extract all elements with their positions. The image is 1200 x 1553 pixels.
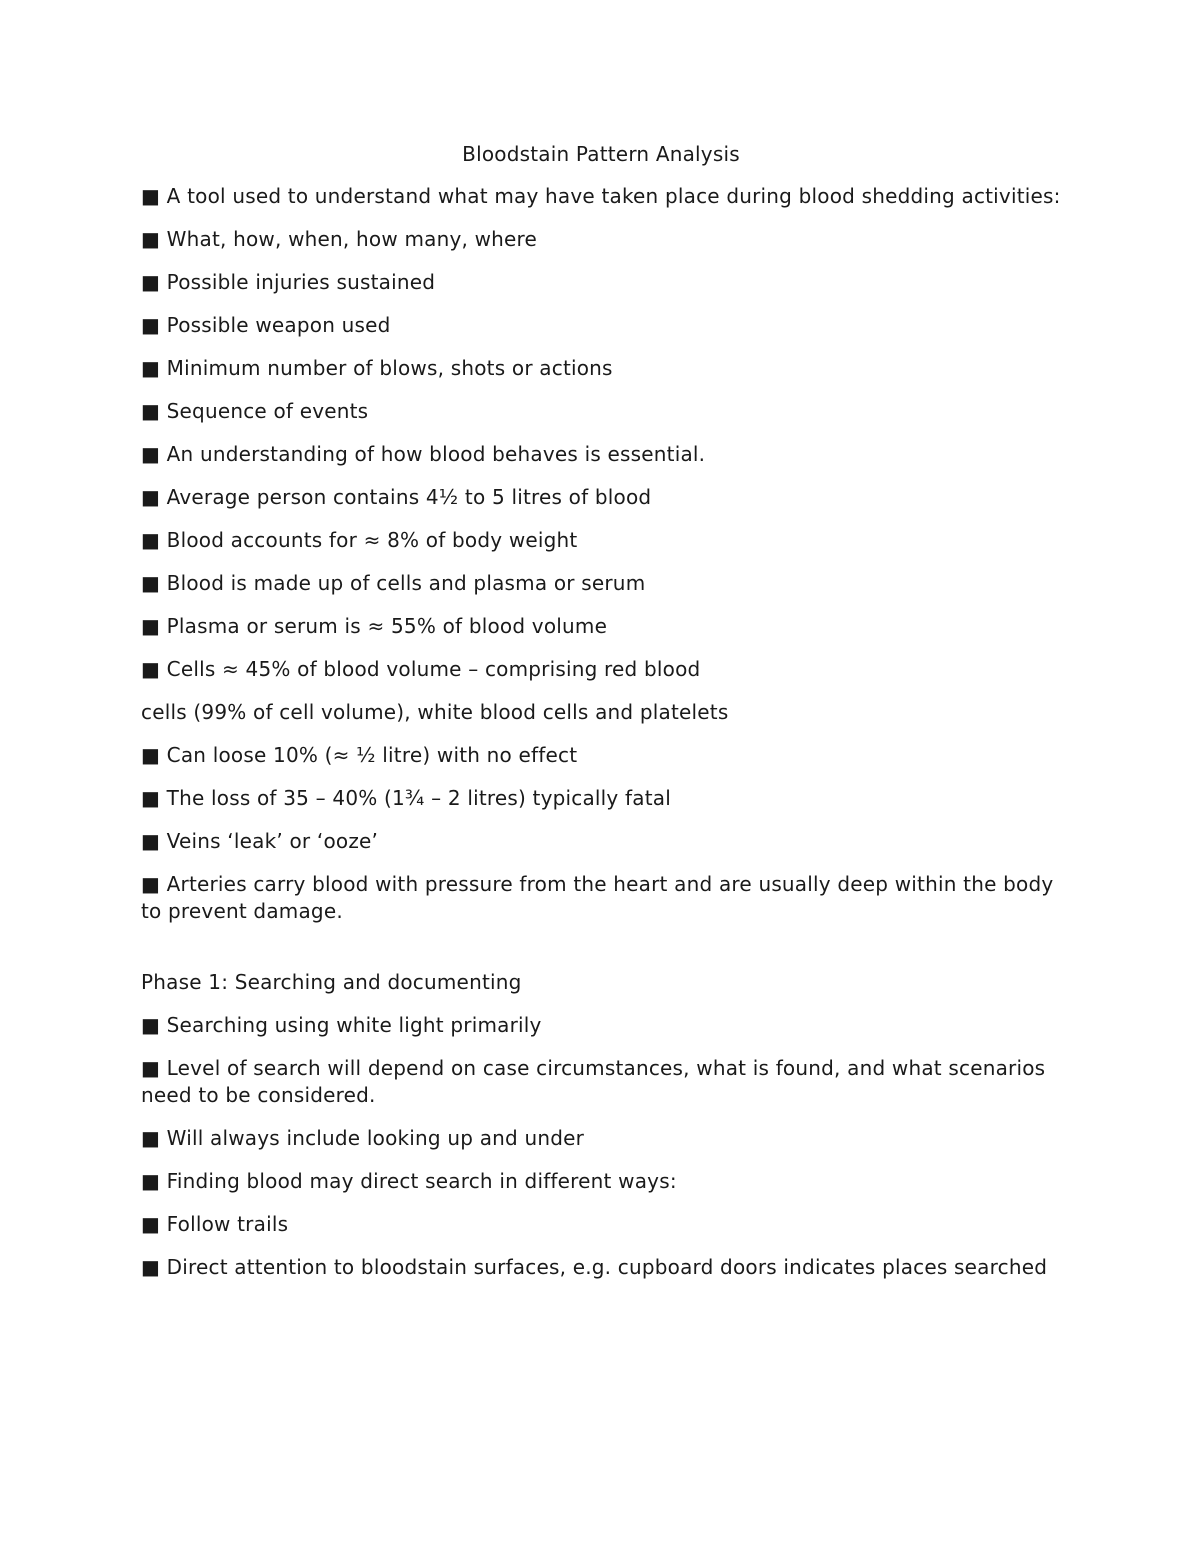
bullet-line: ■ Plasma or serum is ≈ 55% of blood volume (141, 614, 608, 638)
bullet-line: ■ Can loose 10% (≈ ½ litre) with no effect (141, 743, 578, 767)
document-title: Bloodstain Pattern Analysis (462, 142, 740, 166)
bullet-line: ■ Level of search will depend on case circumstances, what is found, and what scenarios need to be considered. (141, 1056, 1046, 1107)
bullet-line: ■ Average person contains 4½ to 5 litres of blood (141, 485, 652, 509)
continuation-line: cells (99% of cell volume), white blood cells and platelets (141, 700, 729, 724)
bullet-line: ■ Minimum number of blows, shots or actions (141, 356, 613, 380)
bullet-line: ■ An understanding of how blood behaves is essential. (141, 442, 706, 466)
bullet-line: ■ Finding blood may direct search in different ways: (141, 1169, 677, 1193)
bullet-line: ■ The loss of 35 – 40% (1¾ – 2 litres) typically fatal (141, 786, 671, 810)
bullet-line: ■ Arteries carry blood with pressure from the heart and are usually deep within the body to prevent damage. (141, 872, 1054, 923)
bullet-line: ■ Blood accounts for ≈ 8% of body weight (141, 528, 578, 552)
bullet-line: ■ Will always include looking up and under (141, 1126, 585, 1150)
bullet-line: ■ Blood is made up of cells and plasma or serum (141, 571, 646, 595)
bullet-line: ■ What, how, when, how many, where (141, 227, 538, 251)
bullet-line: ■ A tool used to understand what may have taken place during blood shedding activities: (141, 184, 1061, 208)
bullet-line: ■ Sequence of events (141, 399, 369, 423)
bullet-line: ■ Direct attention to bloodstain surfaces, e.g. cupboard doors indicates places searched (141, 1255, 1048, 1279)
bullet-line: ■ Follow trails (141, 1212, 289, 1236)
bullet-line: ■ Cells ≈ 45% of blood volume – comprising red blood (141, 657, 701, 681)
section-heading: Phase 1: Searching and documenting (141, 970, 522, 994)
document-page (141, 141, 1061, 1297)
bullet-line: ■ Possible weapon used (141, 313, 391, 337)
bullet-line: ■ Searching using white light primarily (141, 1013, 542, 1037)
bullet-line: ■ Veins ‘leak’ or ‘ooze’ (141, 829, 379, 853)
bullet-line: ■ Possible injuries sustained (141, 270, 436, 294)
